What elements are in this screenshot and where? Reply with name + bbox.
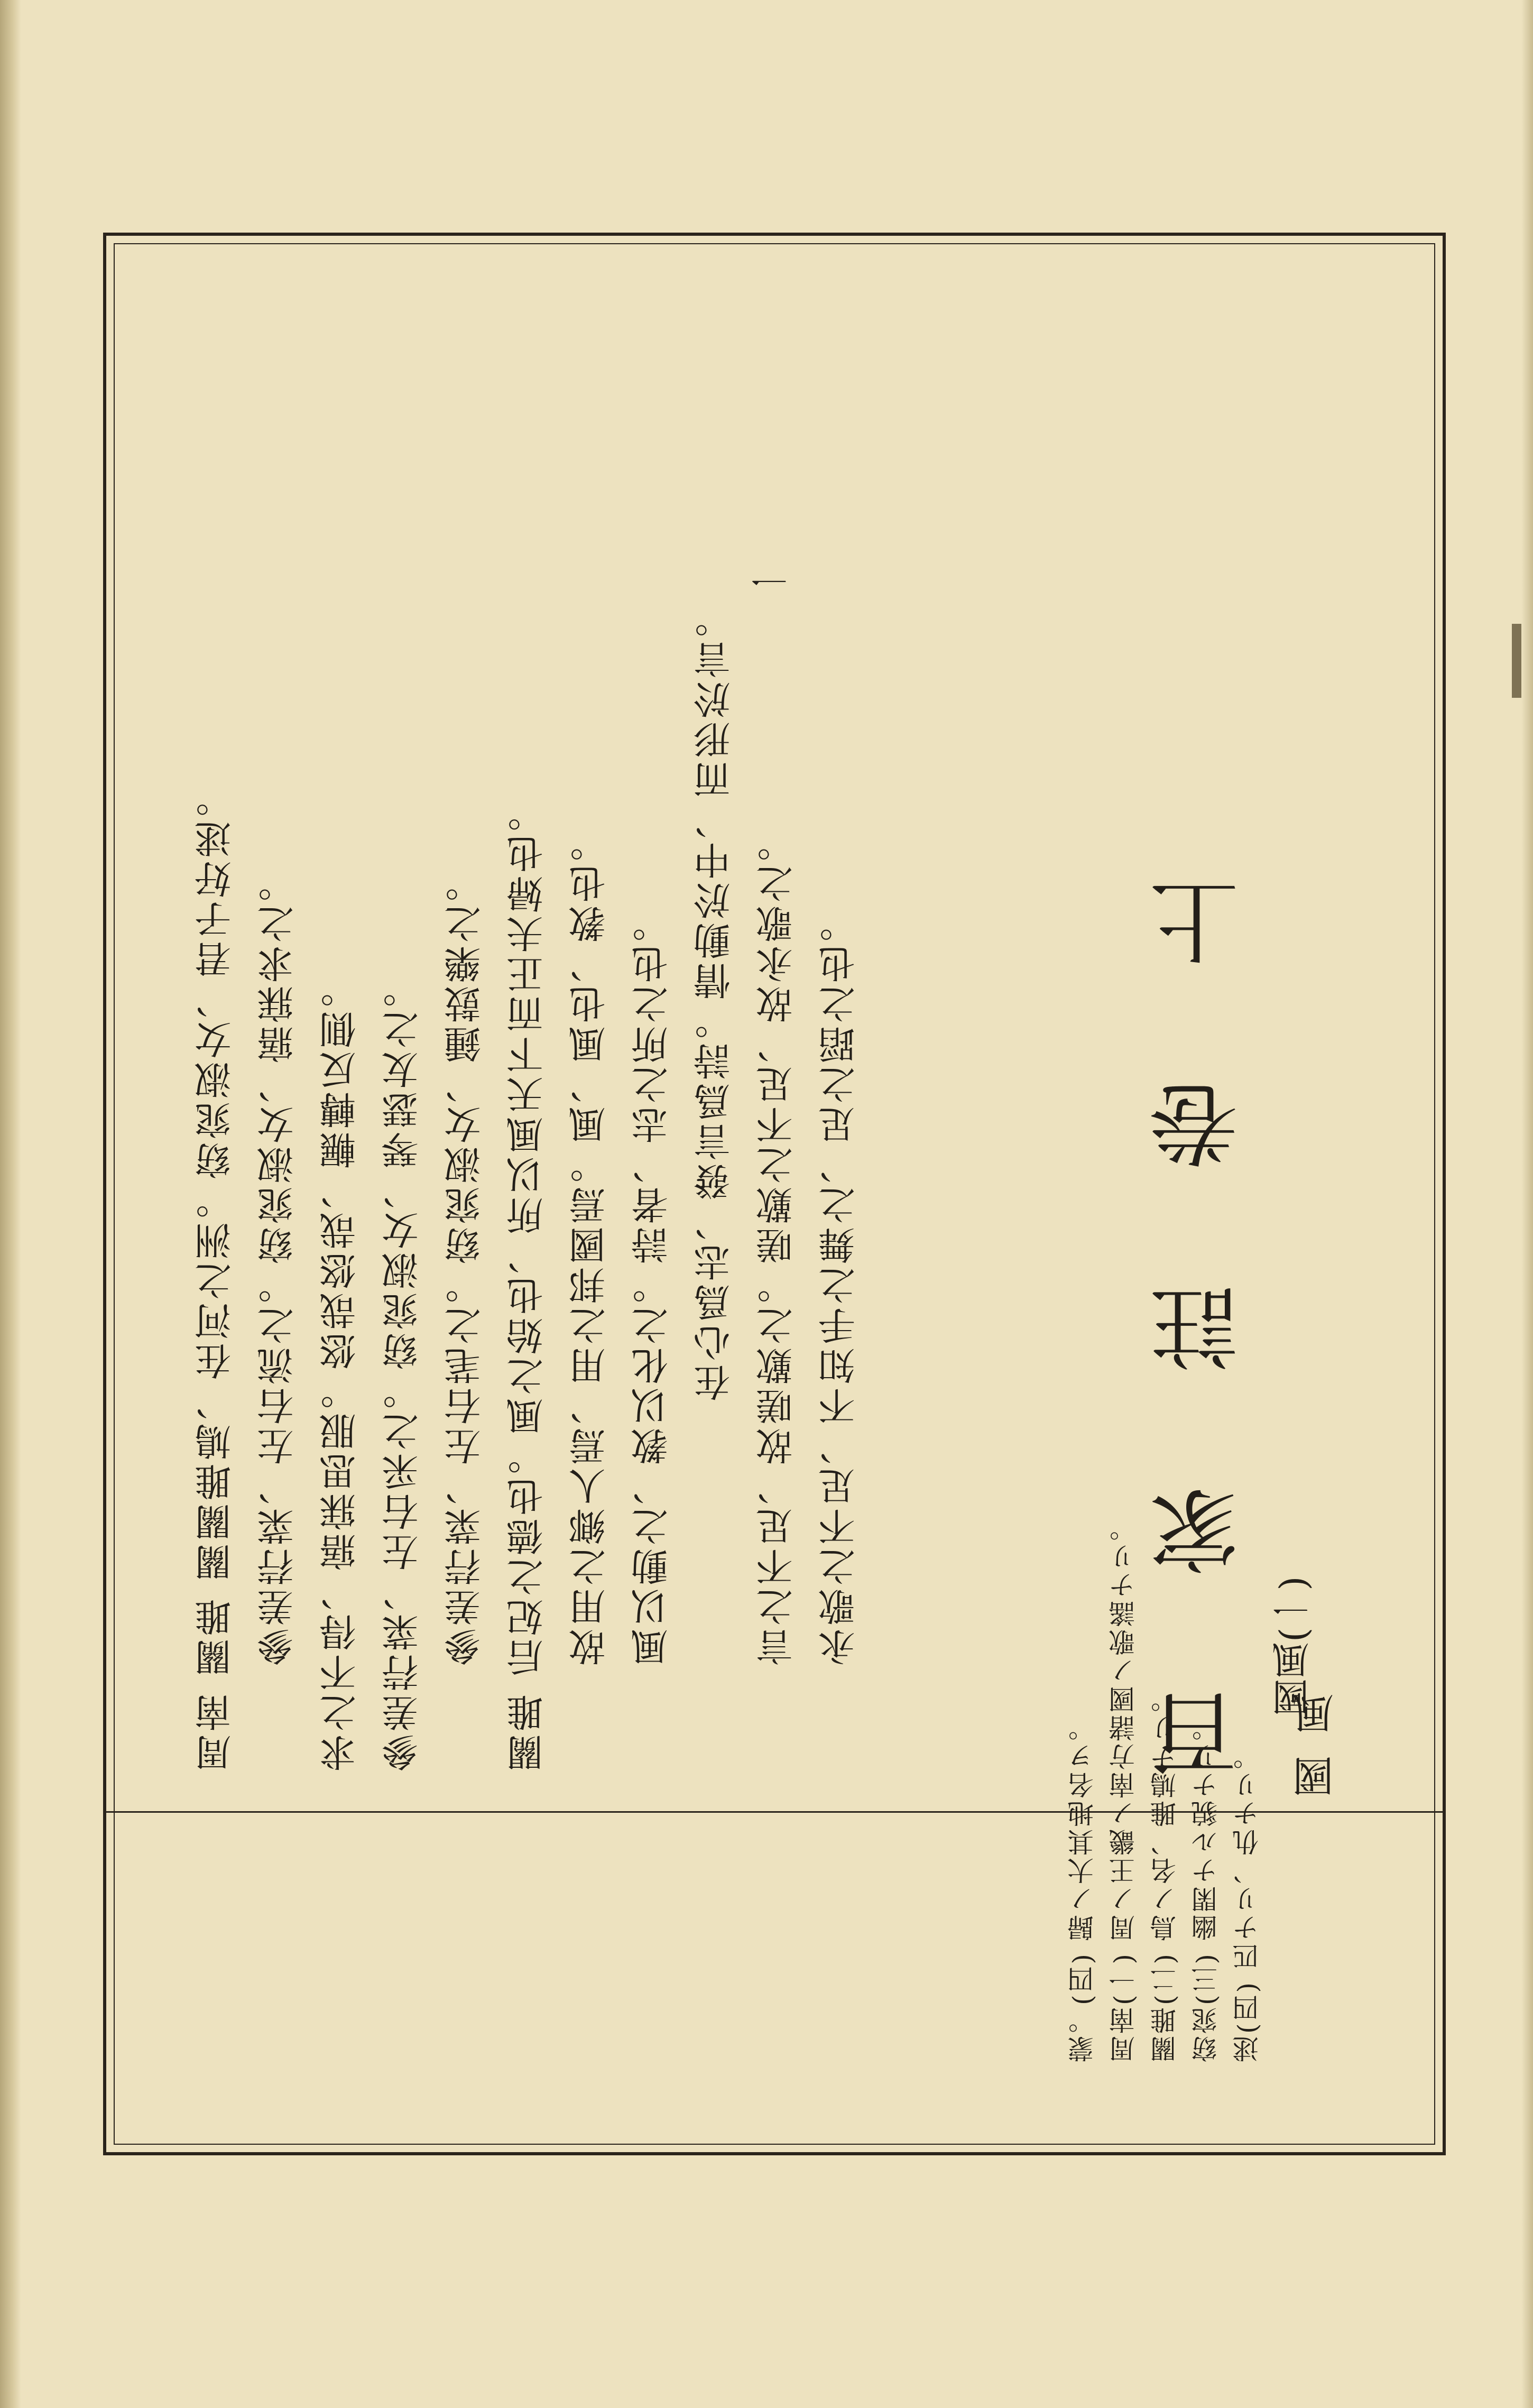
running-head: 國 風: [1293, 1689, 1341, 1797]
footnote: 逑(四) 匹ナリ、仇ナリ。: [1232, 1741, 1263, 2062]
text-line: 在心爲志、發言爲詩。情動於中、而形於言。: [693, 598, 736, 1401]
text-line: 風以動之、教以化之。詩者、志之所之也。: [631, 902, 674, 1666]
text-line: 故用之鄉人焉、用之邦國焉。風、風也、教也。: [568, 822, 612, 1666]
book-spine-shadow: [0, 0, 21, 2408]
text-line: 周南 關雎 關關雎鳩、在河之洲。窈窕淑女、君子好逑。: [194, 777, 237, 1772]
text-frame: [103, 233, 1446, 2155]
page-number: 一: [751, 557, 788, 601]
text-line: 參差荇菜、左右芼之。窈窕淑女、鍾鼓樂之。: [444, 862, 487, 1666]
text-line: 言之不足、故嗟歎之。嗟歎之不足、故永歌之。: [755, 822, 799, 1666]
footnote: 蒙。(四) 歸ノ大其地名ヲ。: [1067, 1713, 1098, 2062]
page-edge-shadow: [1521, 0, 1533, 2408]
text-line: 參差荇菜、左右采之。窈窕淑女、琴瑟友之。: [381, 968, 424, 1772]
document-title: 百 家 註 卷 上: [1150, 835, 1254, 1779]
page-edge-mark: [1512, 624, 1521, 698]
footnote: 窈窕(三) 幽閑ナル貌ナリ。: [1191, 1713, 1222, 2062]
text-line: 參差荇菜、左右流之。窈窕淑女、寤寐求之。: [256, 862, 300, 1666]
document-subtitle: 國風(一): [1272, 1576, 1315, 1716]
text-line: 求之不得、寤寐思服。悠哉悠哉、輾轉反側。: [319, 968, 362, 1772]
text-line: 關雎 后妃之德也。風之始也、所以風天下而正夫婦也。: [506, 792, 549, 1772]
footnote: 周南(一) 周ノ王畿ノ南方諸國ノ歌謠ナリ。: [1109, 1513, 1139, 2062]
text-line: 永歌之不足、不知手之舞之、足之蹈之也。: [818, 902, 861, 1666]
title-block: [1137, 511, 1315, 1779]
footnote: 關雎(二) 鳥ノ名、雎鳩ナリ。: [1150, 1684, 1180, 2062]
